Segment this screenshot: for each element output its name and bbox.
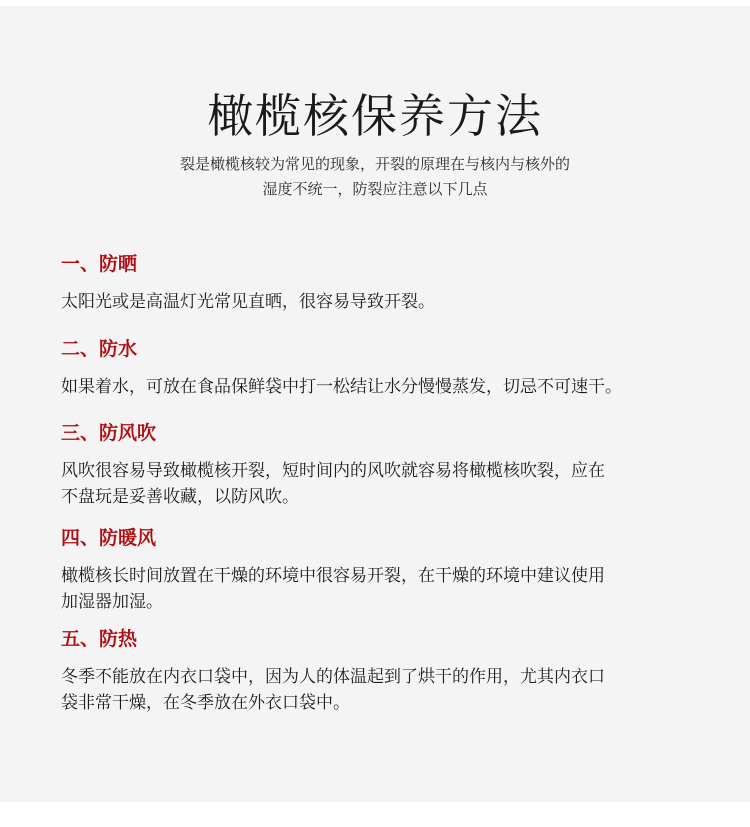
section-body-line: 加湿器加湿。 <box>61 592 163 612</box>
intro-line-2: 湿度不统一，防裂应注意以下几点 <box>262 180 488 198</box>
section-body <box>61 458 741 510</box>
section-heading: 五、防热 <box>61 628 138 650</box>
section-heading: 二、防水 <box>61 338 138 360</box>
section-heading: 四、防暖风 <box>61 527 157 549</box>
section-heading: 一、防晒 <box>61 253 138 275</box>
section-wind-protection <box>61 420 741 510</box>
page-title: 橄榄核保养方法 <box>207 89 543 143</box>
section-heat-protection <box>61 626 741 716</box>
section-body-line: 袋非常干燥，在冬季放在外衣口袋中。 <box>61 693 350 713</box>
content-card <box>0 6 750 802</box>
section-body <box>61 664 741 716</box>
section-heading: 三、防风吹 <box>61 422 157 444</box>
section-body-line: 如果着水，可放在食品保鲜袋中打一松结让水分慢慢蒸发，切忌不可速干。 <box>61 377 622 397</box>
section-body-line: 不盘玩是妥善收藏，以防风吹。 <box>61 487 299 507</box>
section-body-line: 太阳光或是高温灯光常见直晒，很容易导致开裂。 <box>61 292 435 312</box>
intro-line-1: 裂是橄榄核较为常见的现象，开裂的原理在与核内与核外的 <box>179 155 570 173</box>
section-body <box>61 374 741 400</box>
section-body-line: 冬季不能放在内衣口袋中，因为人的体温起到了烘干的作用，尤其内衣口 <box>61 667 605 687</box>
section-body <box>61 289 741 315</box>
section-sun-protection <box>61 251 741 315</box>
section-body-line: 橄榄核长时间放置在干燥的环境中很容易开裂，在干燥的环境中建议使用 <box>61 566 605 586</box>
section-water-protection <box>61 336 741 400</box>
section-warm-air-protection <box>61 525 741 615</box>
section-body-line: 风吹很容易导致橄榄核开裂，短时间内的风吹就容易将橄榄核吹裂，应在 <box>61 461 605 481</box>
section-body <box>61 563 741 615</box>
intro-text <box>0 152 750 202</box>
